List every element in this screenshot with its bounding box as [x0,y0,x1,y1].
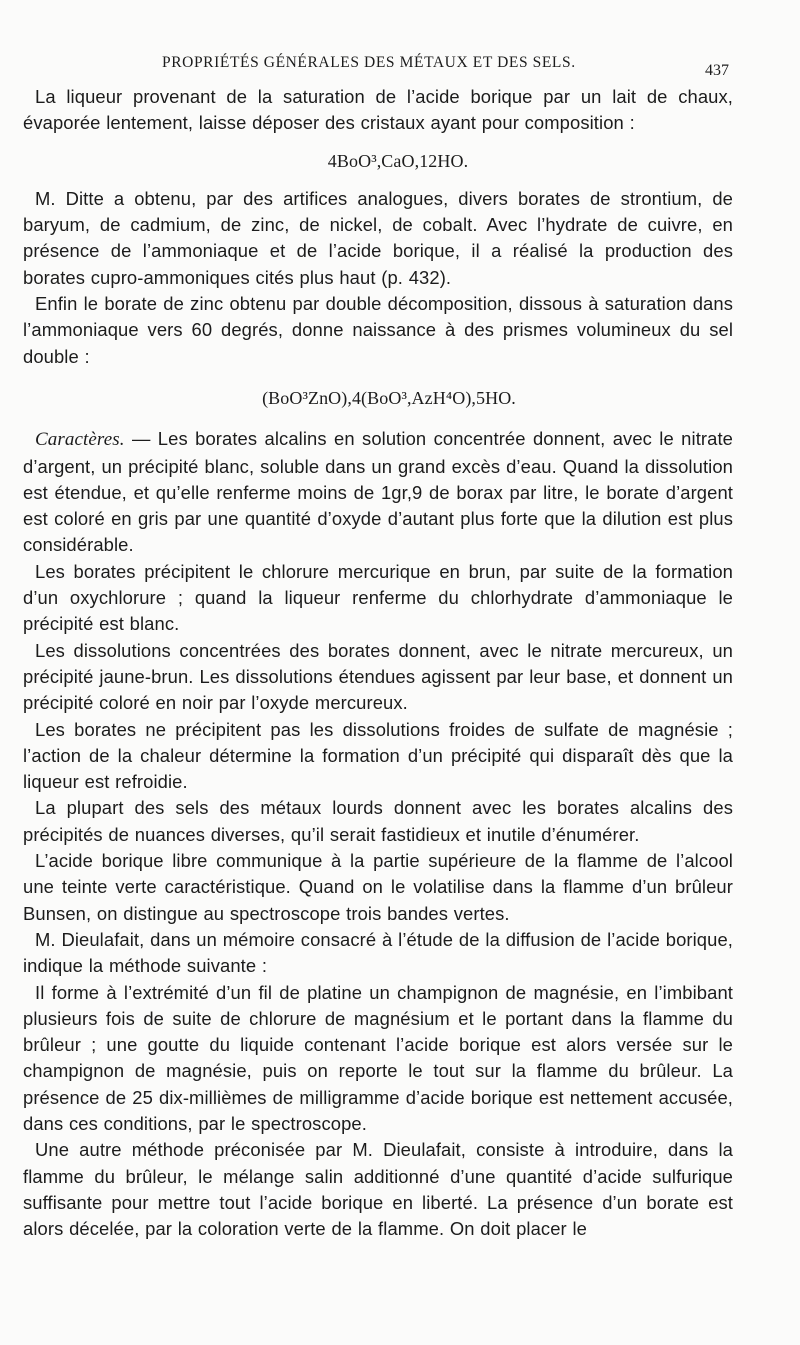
paragraph: M. Dieulafait, dans un mémoire consacré à l’étude de la diffusion de l’acide borique, indique la méthode suivante : [23,928,733,977]
body-text [23,84,733,1242]
formula-zinc-borate: (BoO³ZnO),4(BoO³,AzH⁴O),5HO. [262,387,516,408]
section-title: Caractères. [35,429,125,451]
paragraph: Les dissolutions concentrées des borates donnent, avec le nitrate mercureux, un précipité jaune-brun. Les dissolutions étendues agissent par leur base, et donnent un précipité coloré en noir par l’oxyde mercureux. [23,639,733,714]
paragraph: Une autre méthode préconisée par M. Dieulafait, consiste à introduire, dans la flamme du brûleur, le mélange salin additionné d’une quantité d’acide sulfurique suffisante pour mettre tout l’acide borique en liberté. La présence d’un borate est alors décelée, par la coloration verte de la flamme. On doit placer le [23,1139,733,1240]
paragraph: Il forme à l’extrémité d’un fil de platine un champignon de magnésie, en l’imbibant plusieurs fois de suite de chlorure de magnésium et le portant dans la flamme du brûleur ; une goutte du liquide contenant l’acide borique est alors versée sur le champignon de magnésie, puis on reporte le tout sur la flamme du brûleur. La présence de 25 dix-millièmes de milligramme d’acide borique est nettement accusée, dans ces conditions, par le spectroscope. [23,981,733,1134]
page-header [0,46,800,79]
paragraph: Les borates précipitent le chlorure mercurique en brun, par suite de la formation d’un oxychlorure ; quand la liqueur renferme du chlorhydrate d’ammoniaque le précipité est blanc. [23,560,733,635]
paragraph-text: — Les borates alcalins en solution concentrée donnent, avec le nitrate d’argent, un précipité blanc, soluble dans un grand excès d’eau. Quand la dissolution est étendue, et qu’elle renferme moins de 1gr,9 de borax par litre, le borate d’argent est coloré en gris par une quantité d’oxyde d’autant plus forte que la dilution est plus considérable. [23,428,733,556]
paragraph: Enfin le borate de zinc obtenu par double décomposition, dissous à saturation dans l’ammoniaque vers 60 degrés, donne naissance à des prismes volumineux du sel double : [23,293,733,367]
paragraph: Les borates ne précipitent pas les dissolutions froides de sulfate de magnésie ; l’action de la chaleur détermine la formation d’un précipité qui disparaît dès que la liqueur est refroidie. [23,718,733,793]
running-title: PROPRIÉTÉS GÉNÉRALES DES MÉTAUX ET DES SELS. [162,54,576,71]
paragraph: M. Ditte a obtenu, par des artifices analogues, divers borates de strontium, de baryum, de cadmium, de zinc, de nickel, de cobalt. Avec l’hydrate de cuivre, en présence de l’ammoniaque et de l’acide borique, il a réalisé la production des borates cupro-ammoniques cités plus haut (p. 432). [23,187,733,288]
paragraph: L’acide borique libre communique à la partie supérieure de la flamme de l’alcool une teinte verte caractéristique. Quand on le volatilise dans la flamme d’un brûleur Bunsen, on distingue au spectroscope trois bandes vertes. [23,850,733,924]
page-number: 437 [705,62,729,79]
paragraph: La liqueur provenant de la saturation de l’acide borique par un lait de chaux, évaporée lentement, laisse déposer des cristaux ayant pour composition : [23,86,733,134]
paragraph: La plupart des sels des métaux lourds donnent avec les borates alcalins des précipités de nuances diverses, qu’il serait fastidieux et inutile d’énumérer. [23,797,733,845]
formula-calcium-borate: 4BoO³,CaO,12HO. [327,150,469,171]
paragraph-caracteres [23,426,733,558]
